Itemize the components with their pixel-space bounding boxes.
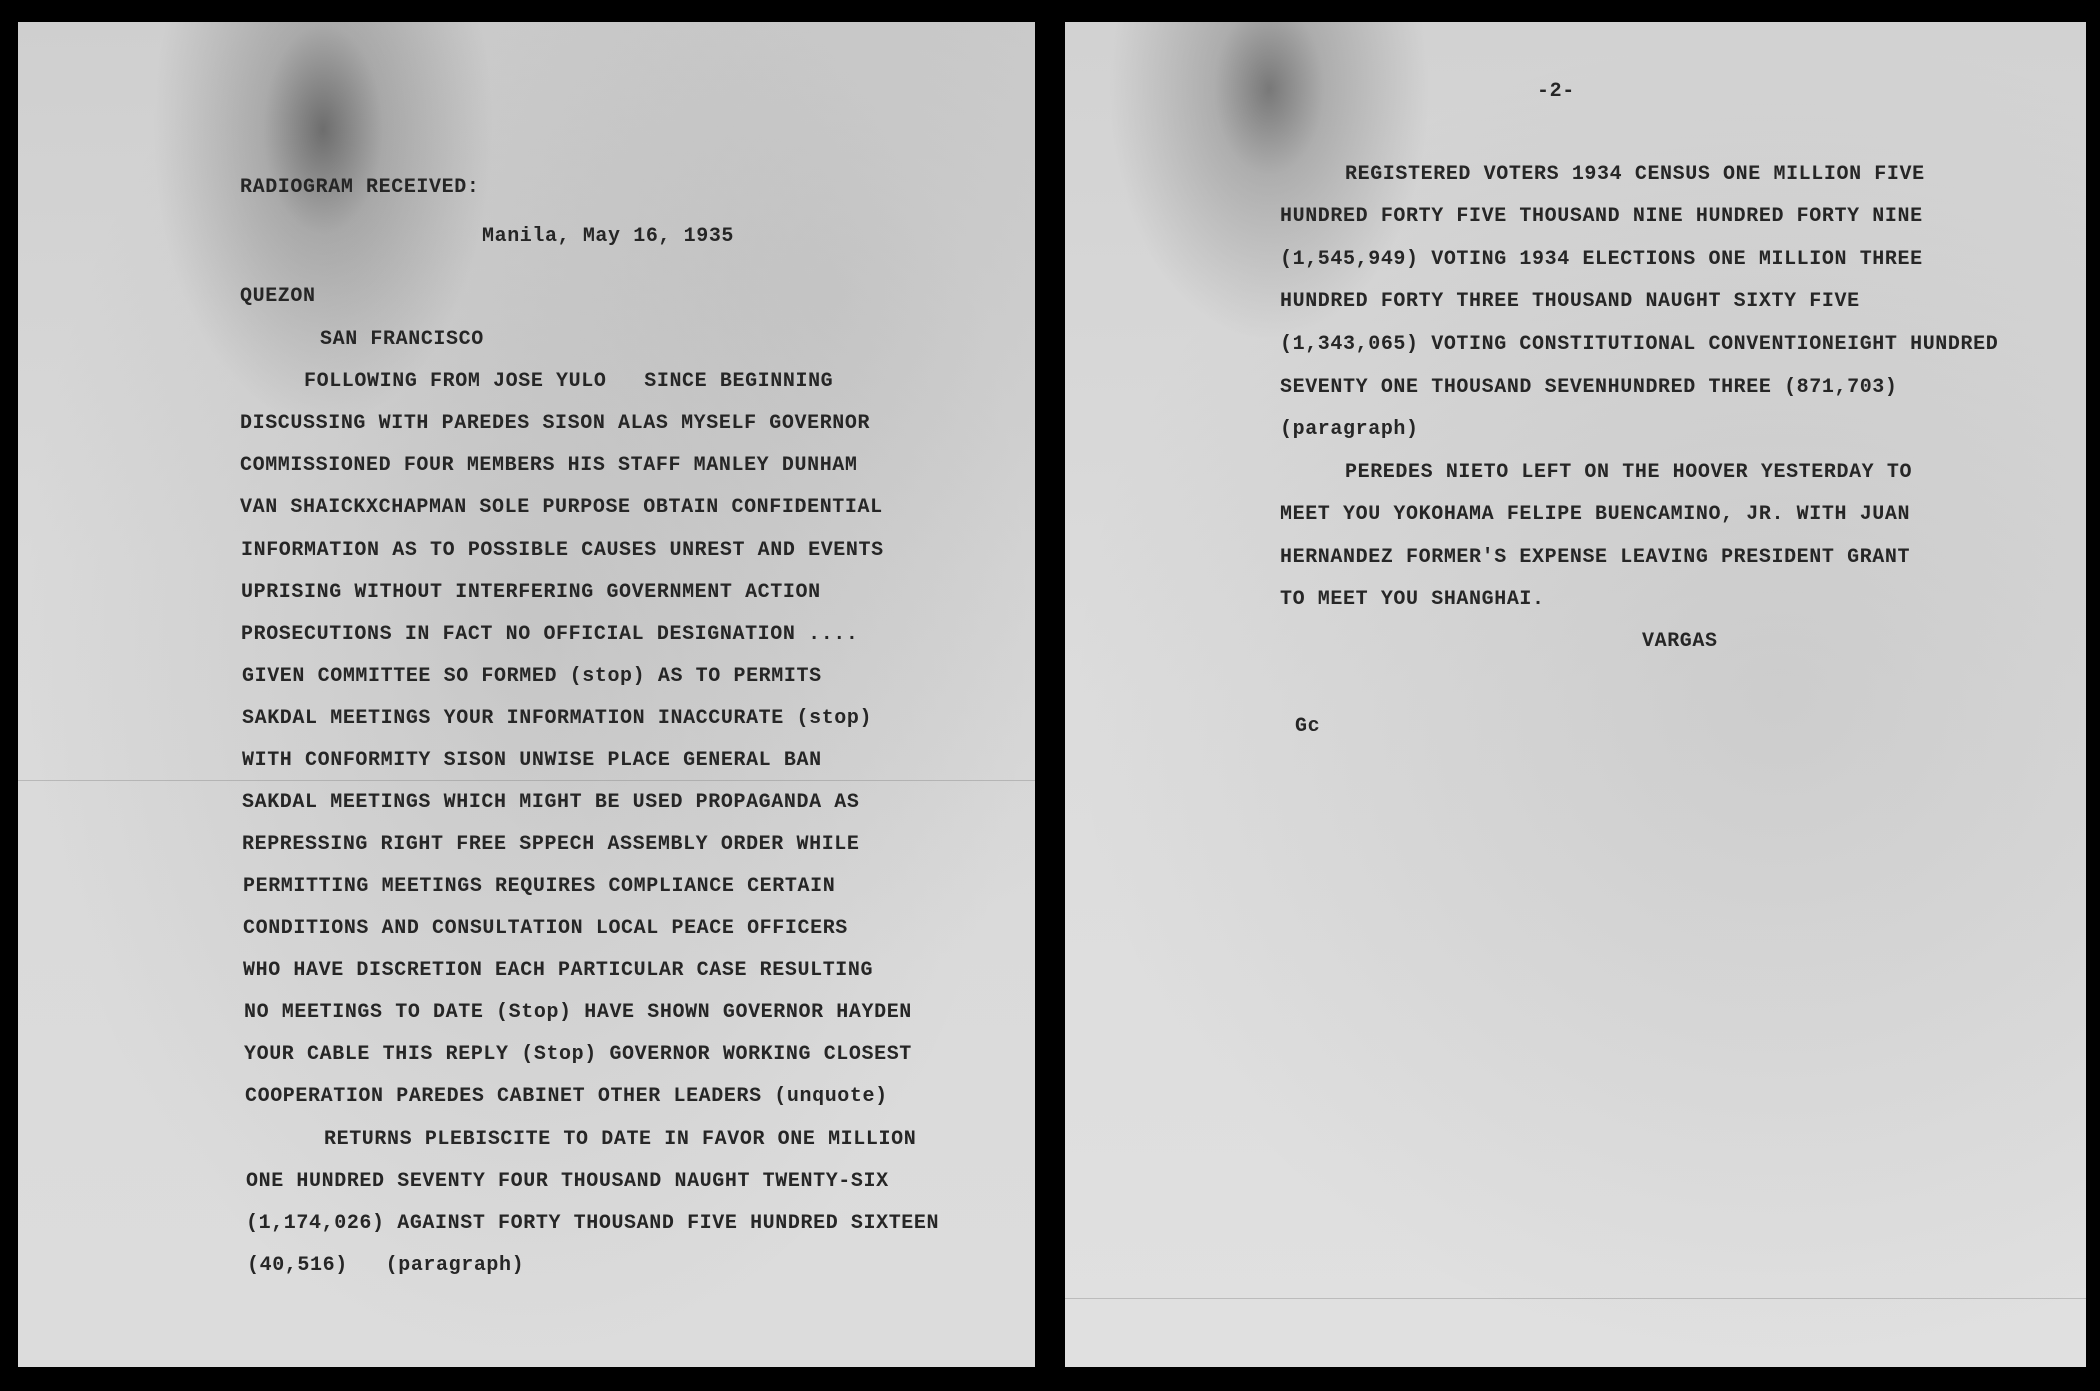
body-line: INFORMATION AS TO POSSIBLE CAUSES UNREST AND EVENTS [241, 539, 884, 562]
body-line: SAKDAL MEETINGS WHICH MIGHT BE USED PROPAGANDA AS [242, 791, 860, 814]
document-page-1 [18, 22, 1035, 1367]
body-line: (1,545,949) VOTING 1934 ELECTIONS ONE MILLION THREE [1280, 248, 1923, 271]
body-line: WHO HAVE DISCRETION EACH PARTICULAR CASE RESULTING [243, 959, 874, 982]
body-line: (40,516) (paragraph) [247, 1254, 525, 1277]
document-page-2 [1065, 22, 2086, 1367]
body-line: PEREDES NIETO LEFT ON THE HOOVER YESTERDAY TO [1345, 461, 1913, 484]
body-line: ONE HUNDRED SEVENTY FOUR THOUSAND NAUGHT TWENTY-SIX [246, 1170, 889, 1193]
body-line: GIVEN COMMITTEE SO FORMED (stop) AS TO PERMITS [242, 665, 822, 688]
body-line: WITH CONFORMITY SISON UNWISE PLACE GENERAL BAN [242, 749, 822, 772]
body-line: COOPERATION PAREDES CABINET OTHER LEADERS (unquote) [245, 1085, 888, 1108]
body-line: (1,343,065) VOTING CONSTITUTIONAL CONVENTIONEIGHT HUNDRED [1280, 333, 1999, 356]
typist-initials: Gc [1295, 715, 1321, 738]
body-line: FOLLOWING FROM JOSE YULO SINCE BEGINNING [304, 370, 834, 393]
body-line: UPRISING WITHOUT INTERFERING GOVERNMENT ACTION [241, 581, 821, 604]
body-line: SAKDAL MEETINGS YOUR INFORMATION INACCURATE (stop) [242, 707, 873, 730]
body-line: PROSECUTIONS IN FACT NO OFFICIAL DESIGNATION .... [241, 623, 859, 646]
radiogram-header: RADIOGRAM RECEIVED: [240, 176, 480, 199]
body-line: REGISTERED VOTERS 1934 CENSUS ONE MILLION FIVE [1345, 163, 1925, 186]
dateline: Manila, May 16, 1935 [482, 225, 735, 248]
body-line: (1,174,026) AGAINST FORTY THOUSAND FIVE HUNDRED SIXTEEN [246, 1212, 940, 1235]
body-line: TO MEET YOU SHANGHAI. [1280, 588, 1545, 611]
body-line: DISCUSSING WITH PAREDES SISON ALAS MYSELF GOVERNOR [240, 412, 871, 435]
page-number: -2- [1537, 80, 1575, 103]
body-line: REPRESSING RIGHT FREE SPPECH ASSEMBLY ORDER WHILE [242, 833, 860, 856]
body-line: HUNDRED FORTY THREE THOUSAND NAUGHT SIXTY FIVE [1280, 290, 1860, 313]
addressee: QUEZON [240, 285, 316, 308]
signature: VARGAS [1642, 630, 1718, 653]
body-line: NO MEETINGS TO DATE (Stop) HAVE SHOWN GOVERNOR HAYDEN [244, 1001, 912, 1024]
body-line: (paragraph) [1280, 418, 1419, 441]
body-line: VAN SHAICKXCHAPMAN SOLE PURPOSE OBTAIN CONFIDENTIAL [240, 496, 883, 519]
page-fold-line [1065, 1298, 2086, 1299]
body-line: HERNANDEZ FORMER'S EXPENSE LEAVING PRESIDENT GRANT [1280, 546, 1911, 569]
body-line: PERMITTING MEETINGS REQUIRES COMPLIANCE CERTAIN [243, 875, 836, 898]
page-fold-line [18, 780, 1035, 781]
body-line: YOUR CABLE THIS REPLY (Stop) GOVERNOR WORKING CLOSEST [244, 1043, 912, 1066]
body-line: RETURNS PLEBISCITE TO DATE IN FAVOR ONE MILLION [324, 1128, 917, 1151]
body-line: CONDITIONS AND CONSULTATION LOCAL PEACE OFFICERS [243, 917, 848, 940]
body-line: HUNDRED FORTY FIVE THOUSAND NINE HUNDRED FORTY NINE [1280, 205, 1923, 228]
body-line: MEET YOU YOKOHAMA FELIPE BUENCAMINO, JR. WITH JUAN [1280, 503, 1911, 526]
location: SAN FRANCISCO [320, 328, 484, 351]
body-line: COMMISSIONED FOUR MEMBERS HIS STAFF MANLEY DUNHAM [240, 454, 858, 477]
body-line: SEVENTY ONE THOUSAND SEVENHUNDRED THREE (871,703) [1280, 376, 1898, 399]
